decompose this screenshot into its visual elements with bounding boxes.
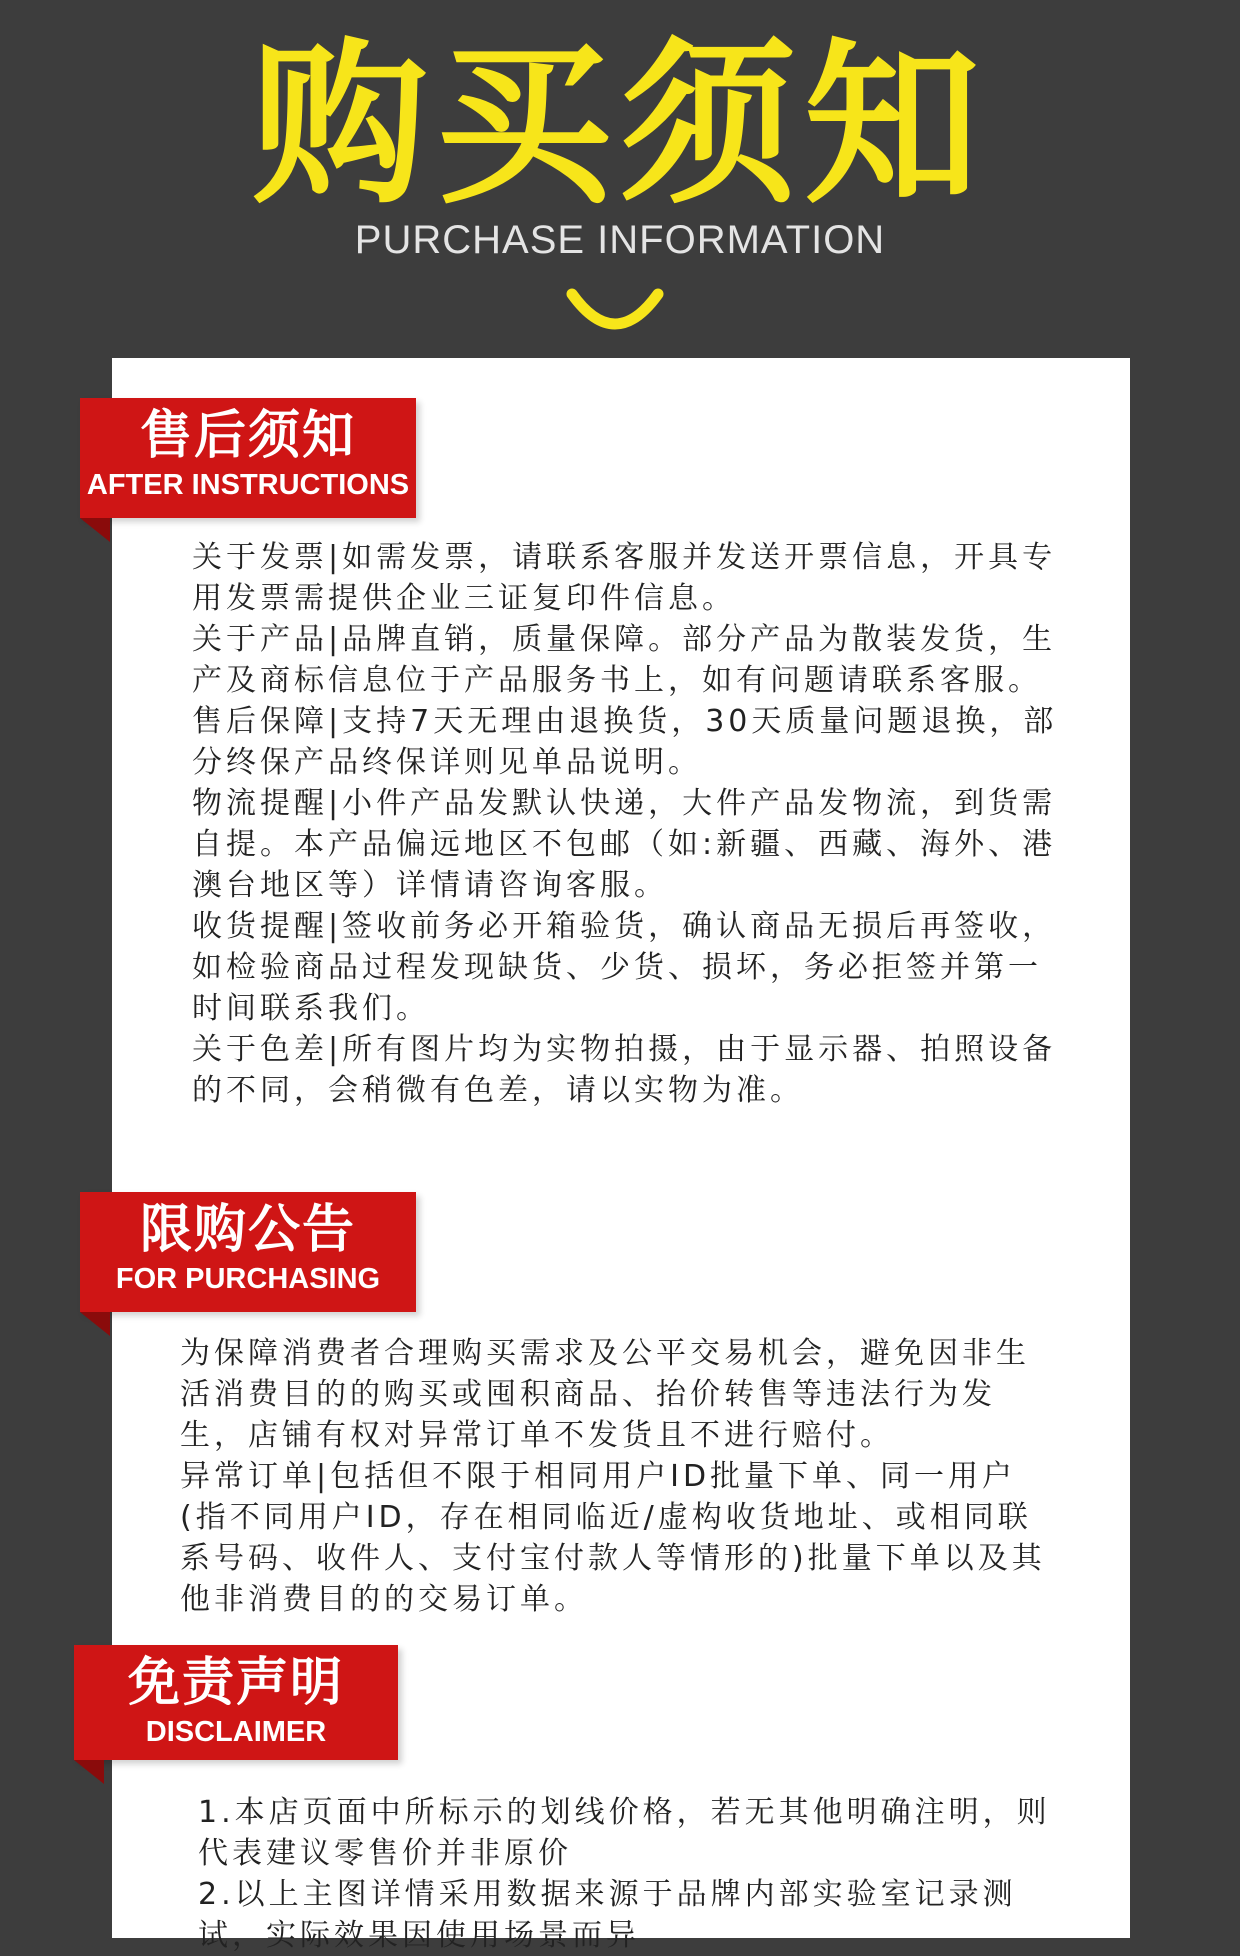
paragraph: 物流提醒|小件产品发默认快递，大件产品发物流，到货需自提。本产品偏远地区不包邮（如:新疆、西藏、海外、港澳台地区等）详情请咨询客服。: [192, 786, 1057, 903]
section-body-disclaimer: [198, 1792, 1062, 1956]
section-title-en: AFTER INSTRUCTIONS: [86, 469, 410, 501]
paragraph: 关于色差|所有图片均为实物拍摄，由于显示器、拍照设备的不同，会稍微有色差，请以实物为准。: [192, 1032, 1057, 1108]
section-title-en: DISCLAIMER: [145, 1716, 327, 1748]
ribbon-fold: [74, 1760, 104, 1784]
paragraph: 为保障消费者合理购买需求及公平交易机会，避免因非生活消费目的的购买或囤积商品、抬价转售等违法行为发生，店铺有权对异常订单不发货且不进行赔付。: [180, 1336, 1030, 1453]
section-title-cn: 限购公告: [139, 1200, 356, 1260]
paragraph: 关于发票|如需发票，请联系客服并发送开票信息，开具专用发票需提供企业三证复印件信息。: [192, 540, 1057, 616]
ribbon-fold: [80, 1312, 110, 1336]
section-ribbon-for-purchasing: [80, 1192, 416, 1312]
section-body-for-purchasing: [180, 1333, 1062, 1620]
section-ribbon-disclaimer: [74, 1645, 398, 1760]
section-ribbon-after-instructions: [80, 398, 416, 518]
ribbon-fold: [80, 518, 110, 542]
section-title-en: FOR PURCHASING: [115, 1263, 381, 1295]
section-title-cn: 免责声明: [127, 1653, 344, 1713]
section-title-cn: 售后须知: [139, 406, 356, 466]
paragraph: 2.以上主图详情采用数据来源于品牌内部实验室记录测试，实际效果因使用场景而异: [198, 1877, 1017, 1953]
paragraph: 售后保障|支持7天无理由退换货，30天质量问题退换，部分终保产品终保详则见单品说明。: [192, 704, 1058, 780]
paragraph: 收货提醒|签收前务必开箱验货，确认商品无损后再签收，如检验商品过程发现缺货、少货、损坏，务必拒签并第一时间联系我们。: [192, 909, 1057, 1026]
page-subtitle: PURCHASE INFORMATION: [354, 218, 886, 262]
paragraph: 1.本店页面中所标示的划线价格，若无其他明确注明，则代表建议零售价并非原价: [198, 1795, 1051, 1871]
paragraph: 关于产品|品牌直销，质量保障。部分产品为散装发货，生产及商标信息位于产品服务书上，如有问题请联系客服。: [192, 622, 1057, 698]
paragraph: 异常订单|包括但不限于相同用户ID批量下单、同一用户(指不同用户ID，存在相同临近/虚构收货地址、或相同联系号码、收件人、支付宝付款人等情形的)批量下单以及其他非消费目的的交易订单。: [180, 1459, 1046, 1617]
page-title: 购买须知: [251, 23, 988, 228]
section-body-after-instructions: [192, 537, 1062, 1111]
smile-arc-icon: [560, 288, 670, 336]
